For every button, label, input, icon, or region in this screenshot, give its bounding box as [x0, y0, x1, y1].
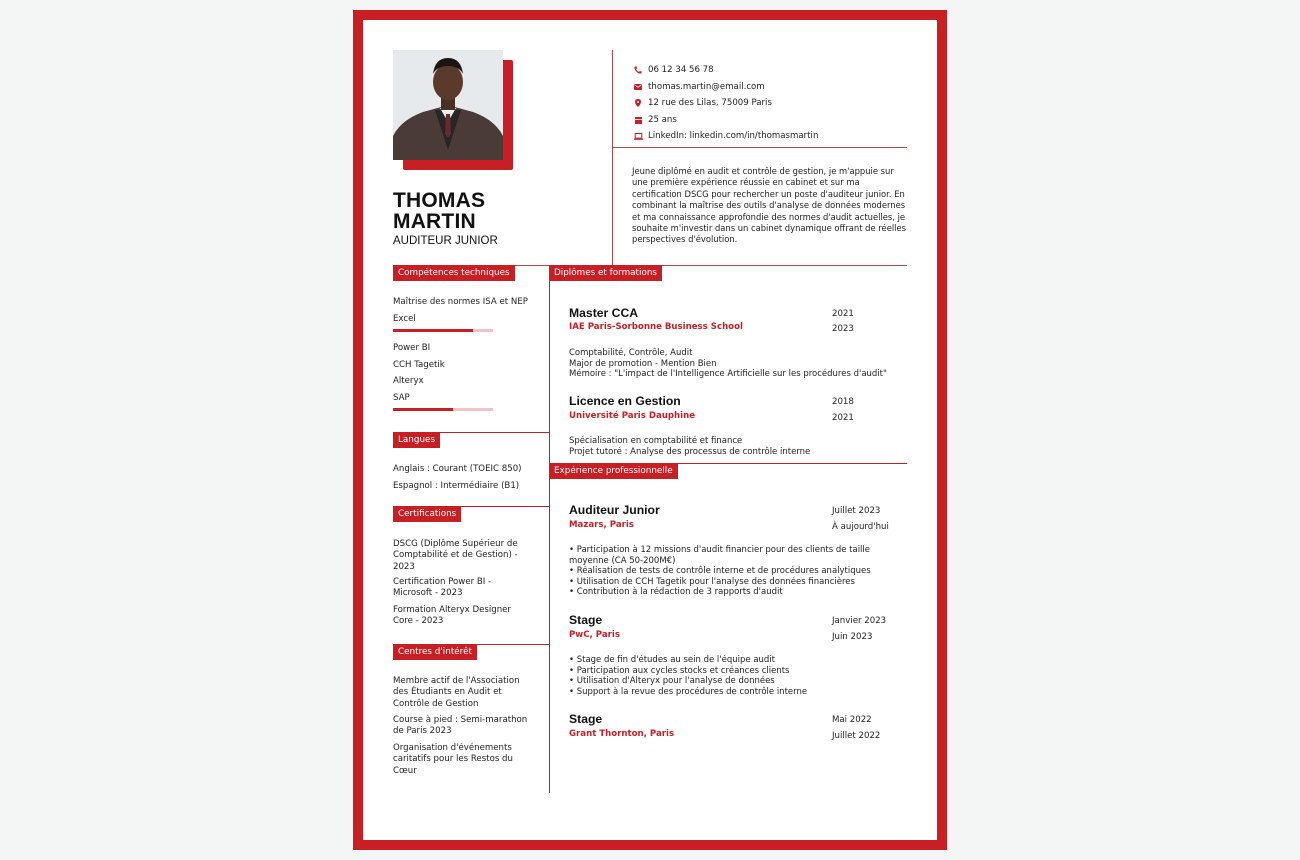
experience-title: Auditeur Junior: [569, 503, 660, 517]
resume-page-border: [353, 10, 947, 850]
experience-bullet: Contribution à la rédaction de 3 rapports d'audit: [576, 587, 783, 598]
first-name: THOMAS: [393, 189, 486, 212]
language-item: Anglais : Courant (TOEIC 850): [393, 464, 522, 474]
contact-age: [633, 114, 677, 126]
certification-item: DSCG (Diplôme Supérieur de Comptabilité et de Gestion) - 2023: [393, 539, 518, 572]
person-portrait-icon: [393, 50, 503, 160]
skill-item: Power BI: [393, 343, 431, 353]
education-end: 2023: [832, 324, 854, 334]
phone-text: 06 12 34 56 78: [648, 65, 714, 75]
profile-summary: Jeune diplômé en audit et contrôle de gestion, je m'appuie sur une première expérience réussie en cabinet et sur ma certification DSCG pour rechercher un poste d'auditeur junior. En combinant la maîtrise des outils d'analyse de données modernes et ma connaissance approfondie des normes d'audit actuelles, je souhaite m'investir dans un cabinet dynamique offrant de réelles perspectives d'évolution.: [632, 166, 907, 245]
experience-title: Stage: [569, 712, 603, 726]
skill-item: CCH Tagetik: [393, 360, 445, 370]
skill-item: Alteryx: [393, 376, 424, 386]
experience-start: Janvier 2023: [832, 616, 887, 626]
skill-item: Excel: [393, 314, 416, 324]
experience-bullet: Utilisation de CCH Tagetik pour l'analyse des données financières: [576, 576, 855, 587]
education-end: 2021: [832, 413, 854, 423]
interest-item: Membre actif de l'Association des Étudiants en Audit et Contrôle de Gestion: [393, 676, 520, 709]
map-pin-icon: [633, 98, 643, 108]
contact-email[interactable]: [633, 81, 765, 93]
education-school: IAE Paris-Sorbonne Business School: [569, 322, 743, 332]
age-text: 25 ans: [648, 115, 677, 125]
section-tag-languages: Langues: [393, 432, 440, 448]
certification-item: Formation Alteryx Designer Core - 2023: [393, 605, 511, 627]
contact-phone: [633, 64, 714, 76]
profile-photo: [393, 50, 503, 160]
education-title: Licence en Gestion: [569, 394, 681, 408]
candidate-name: [393, 190, 485, 232]
header-vertical-divider: [612, 50, 613, 276]
contact-summary-divider: [612, 147, 907, 148]
section-tag-experience: Expérience professionnelle: [549, 463, 678, 479]
education-detail: Comptabilité, Contrôle, Audit: [569, 348, 693, 358]
resume-page: [363, 20, 937, 840]
experience-bullet: Réalisation de tests de contrôle interne et de procédures analytiques: [576, 566, 871, 577]
column-divider: [549, 265, 550, 793]
language-item: Espagnol : Intermédiaire (B1): [393, 481, 520, 491]
education-details: [569, 436, 899, 457]
skill-level-bar: [393, 408, 493, 411]
interest-item: Course à pied : Semi-marathon de Paris 2023: [393, 715, 528, 737]
experience-end: Juin 2023: [832, 632, 873, 642]
education-detail: Projet tutoré : Analyse des processus de contrôle interne: [569, 446, 811, 457]
email-text: thomas.martin@email.com: [648, 82, 765, 92]
education-details: [569, 348, 899, 380]
contact-address: [633, 97, 772, 109]
skill-item: Maîtrise des normes ISA et NEP: [393, 297, 528, 307]
experience-end: À aujourd'hui: [832, 522, 889, 532]
experience-end: Juillet 2022: [832, 731, 881, 741]
education-title: Master CCA: [569, 306, 639, 320]
experience-bullets: • Stage de fin d'études au sein de l'équipe audit • Participation aux cycles stocks et créances clients • Utilisation d'Alteryx pour l'analyse de données • Support à la revue des procédures de contrôle interne: [569, 655, 808, 697]
experience-start: Mai 2022: [832, 715, 872, 725]
skill-item: SAP: [393, 393, 410, 403]
linkedin-text: LinkedIn: linkedin.com/in/thomasmartin: [648, 131, 819, 141]
experience-bullet: Utilisation d'Alteryx pour l'analyse de données: [576, 676, 775, 687]
phone-icon: [633, 65, 643, 75]
certification-item: Certification Power BI - Microsoft - 2023: [393, 577, 492, 599]
experience-company: Grant Thornton, Paris: [569, 729, 675, 739]
calendar-icon: [633, 115, 643, 125]
skill-level-bar: [393, 329, 493, 332]
education-school: Université Paris Dauphine: [569, 411, 696, 421]
laptop-icon: [633, 131, 643, 141]
experience-company: PwC, Paris: [569, 630, 620, 640]
contact-linkedin[interactable]: [633, 130, 818, 142]
education-detail: Mémoire : "L'impact de l'Intelligence Artificielle sur les procédures d'audit": [569, 369, 887, 380]
section-tag-certifications: Certifications: [393, 506, 461, 522]
experience-bullet: Stage de fin d'études au sein de l'équipe audit: [576, 655, 776, 665]
experience-bullets: • Participation à 12 missions d'audit financier pour des clients de taille moyenne (CA 50-200M€) • Réalisation de tests de contrôle interne et de procédures analytiques • Utilisation de CCH Tagetik pour l'analyse des données financières • Contribution à la rédaction de 3 rapports d'audit: [569, 545, 871, 598]
education-detail: Spécialisation en comptabilité et finance: [569, 436, 743, 446]
experience-bullet: Support à la revue des procédures de contrôle interne: [576, 686, 808, 697]
section-tag-skills: Compétences techniques: [393, 265, 515, 281]
experience-bullet: Participation à 12 missions d'audit financier pour des clients de taille moyenne (CA 50-200M€): [569, 545, 871, 566]
job-title: AUDITEUR JUNIOR: [393, 235, 498, 247]
envelope-icon: [633, 82, 643, 92]
interest-item: Organisation d'événements caritatifs pour les Restos du Cœur: [393, 743, 513, 776]
experience-company: Mazars, Paris: [569, 520, 634, 530]
education-start: 2021: [832, 309, 854, 319]
last-name: MARTIN: [393, 210, 476, 233]
section-tag-education: Diplômes et formations: [549, 265, 662, 281]
address-text: 12 rue des Lilas, 75009 Paris: [648, 98, 772, 108]
education-start: 2018: [832, 397, 854, 407]
experience-bullet: Participation aux cycles stocks et créances clients: [576, 665, 790, 676]
experience-title: Stage: [569, 613, 603, 627]
experience-start: Juillet 2023: [832, 506, 881, 516]
education-detail: Major de promotion - Mention Bien: [569, 358, 717, 369]
section-tag-interests: Centres d'intérêt: [393, 644, 477, 660]
